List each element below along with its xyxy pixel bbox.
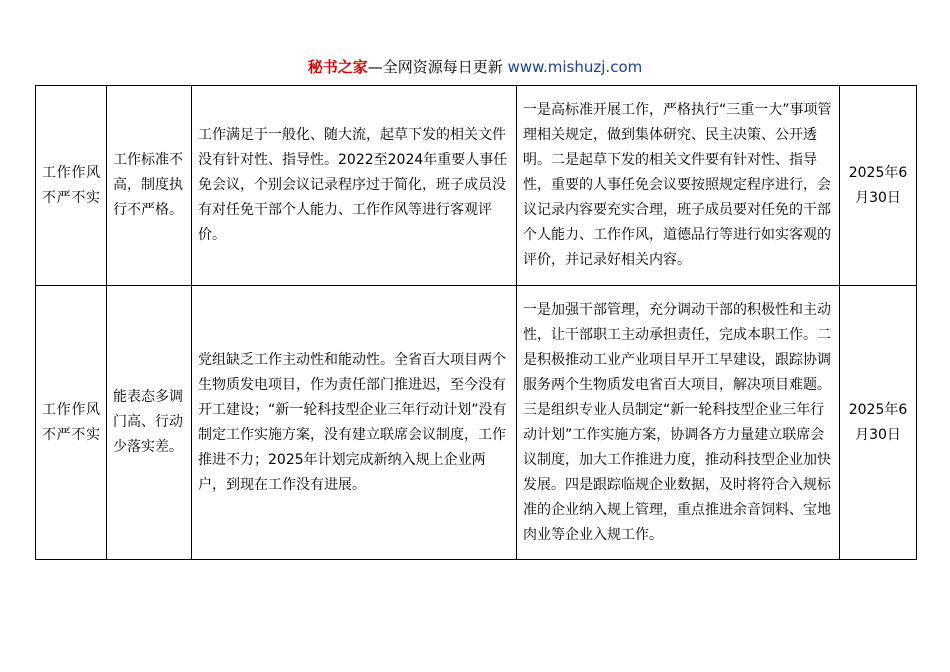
brand-name: 秘书之家 — [307, 58, 368, 76]
table-row — [36, 286, 917, 560]
category-cell: 工作作风不严不实 — [36, 286, 107, 560]
measures-cell: 一是加强干部管理，充分调动干部的积极性和主动性，让干部职工主动承担责任，完成本职工作。二是积极推动工业产业项目早开工早建设，跟踪协调服务两个生物质发电省百大项目，解决项目难题。三是组织专业人员制定“新一轮科技型企业三年行动计划”工作实施方案，协调各方力量建立联席会议制度，加大工作推进力度，推动科技型企业加快发展。四是跟踪临规企业数据，及时将符合入规标准的企业纳入规上管理，重点推进余音饲料、宝地肉业等企业入规工作。 — [517, 286, 840, 560]
table-row — [36, 86, 917, 286]
category-cell: 工作作风不严不实 — [36, 86, 107, 286]
deadline-cell: 2025年6月30日 — [840, 86, 917, 286]
deadline-cell: 2025年6月30日 — [840, 286, 917, 560]
problem-cell: 党组缺乏工作主动性和能动性。全省百大项目两个生物质发电项目，作为责任部门推进迟，至今没有开工建设；“新一轮科技型企业三年行动计划”没有制定工作实施方案，没有建立联席会议制度，工作推进不力；2025年计划完成新纳入规上企业两户，到现在工作没有进展。 — [192, 286, 517, 560]
problem-cell: 工作满足于一般化、随大流，起草下发的相关文件没有针对性、指导性。2022至2024年重要人事任免会议，个别会议记录程序过于简化，班子成员没有对任免干部个人能力、工作作风等进行客观评价。 — [192, 86, 517, 286]
measures-cell: 一是高标准开展工作，严格执行“三重一大”事项管理相关规定，做到集体研究、民主决策、公开透明。二是起草下发的相关文件要有针对性、指导性，重要的人事任免会议要按照规定程序进行，会议记录内容要充实合理，班子成员要对任免的干部个人能力、工作作风，道德品行等进行如实客观的评价，并记录好相关内容。 — [517, 86, 840, 286]
page-header — [0, 56, 950, 78]
header-tagline: —全网资源每日更新 — [367, 58, 503, 76]
rectification-table — [35, 85, 917, 560]
site-url[interactable]: www.mishuzj.com — [507, 58, 643, 76]
subcategory-cell: 能表态多调门高、行动少落实差。 — [107, 286, 192, 560]
subcategory-cell: 工作标准不高，制度执行不严格。 — [107, 86, 192, 286]
